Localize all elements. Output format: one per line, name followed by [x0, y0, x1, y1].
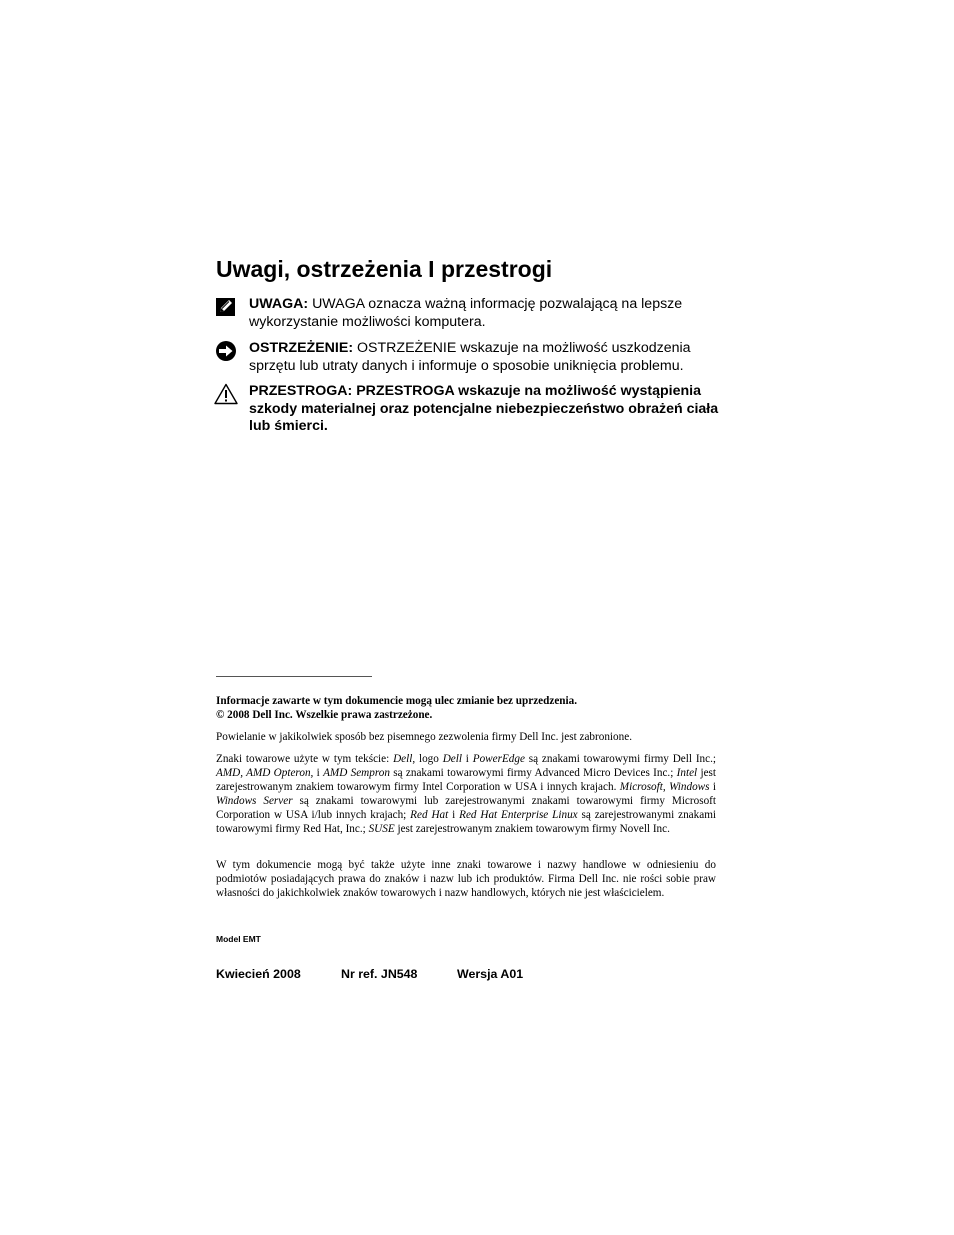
note-text: UWAGA oznacza ważną informację pozwalającą na lepsze wykorzystanie możliwości komputera.	[249, 296, 683, 330]
trademark-run: Windows Server	[216, 795, 293, 807]
footer-version: Wersja A01	[457, 967, 524, 981]
reproduction-notice: Powielanie w jakikolwiek sposób bez pisemnego zezwolenia firmy Dell Inc. jest zabronione.	[216, 731, 632, 743]
footer-ref: Nr ref. JN548	[341, 967, 418, 981]
trademark-run: SUSE	[368, 823, 395, 835]
warning-triangle-icon	[214, 383, 238, 405]
trademark-run: i	[709, 781, 717, 793]
note-label: UWAGA:	[249, 296, 309, 312]
trademark-run: są znakami towarowymi lub zarejestrowanymi znakami towarowymi firmy Microsoft Corporation w USA i/lub innych krajach;	[216, 795, 716, 821]
notice-label: OSTRZEŻENIE:	[249, 340, 354, 356]
trademark-run: Znaki towarowe użyte w tym tekście:	[216, 753, 394, 765]
trademarks-paragraph	[216, 752, 716, 836]
model-number: Model EMT	[216, 934, 261, 944]
trademark-run: jest zarejestrowanym znakiem towarowym firmy Novell Inc.	[394, 823, 670, 835]
notice-notice	[214, 340, 724, 375]
trademark-run: jest zarejestrowanym znakiem towarowym firmy Intel Corporation w USA i innych krajach.	[216, 767, 716, 793]
footer-date: Kwiecień 2008	[216, 967, 301, 981]
trademark-run: Dell	[442, 753, 462, 765]
trademark-run: AMD Sempron	[323, 767, 390, 779]
pencil-note-icon	[214, 296, 238, 318]
trademark-run: Dell	[393, 753, 413, 765]
caution-notice	[214, 383, 724, 436]
trademark-run: są znakami towarowymi firmy Dell Inc.;	[524, 753, 717, 765]
trademark-run: są znakami towarowymi firmy Advanced Micro Devices Inc.;	[389, 767, 677, 779]
notice-text: OSTRZEŻENIE wskazuje na możliwość uszkodzenia sprzętu lub utraty danych i informuje o sposobie uniknięcia problemu.	[249, 340, 691, 374]
trademark-run: PowerEdge	[472, 753, 525, 765]
trademark-run: i	[448, 809, 460, 821]
trademark-run: i	[461, 753, 473, 765]
trademark-run: są zarejestrowanymi znakami towarowymi firmy Red Hat, Inc.;	[216, 809, 717, 835]
trademark-run: , logo	[412, 753, 443, 765]
caution-text: PRZESTROGA wskazuje na możliwość wystąpienia szkody materialnej oraz potencjalne niebezpieczeństwo obrażeń ciała lub śmierci.	[249, 383, 719, 434]
page-title: Uwagi, ostrzeżenia I przestrogi	[216, 256, 553, 282]
hand-arrow-notice-icon	[214, 340, 238, 362]
trademark-run: Microsoft, Windows	[619, 781, 710, 793]
trademark-run: AMD, AMD Opteron,	[216, 767, 314, 779]
copyright-line: © 2008 Dell Inc. Wszelkie prawa zastrzeżone.	[216, 709, 433, 721]
other-marks-paragraph: W tym dokumencie mogą być także użyte inne znaki towarowe i nazwy handlowe w odniesieniu do podmiotów posiadających prawa do znaków i nazw lub ich produktów. Firma Dell Inc. nie rości sobie praw własności do jakichkolwiek znaków towarowych i nazw handlowych, których nie jest właścicielem.	[216, 859, 716, 899]
info-line: Informacje zawarte w tym dokumencie mogą ulec zmianie bez uprzedzenia.	[216, 695, 578, 707]
trademark-run: Intel	[676, 767, 698, 779]
caution-label: PRZESTROGA:	[249, 383, 353, 399]
note-notice	[214, 296, 724, 331]
legal-info	[216, 694, 716, 722]
trademark-run: Red Hat Enterprise Linux	[459, 809, 578, 821]
footnote-divider	[216, 676, 372, 677]
trademark-run: Red Hat	[410, 809, 449, 821]
trademark-run: i	[313, 767, 324, 779]
